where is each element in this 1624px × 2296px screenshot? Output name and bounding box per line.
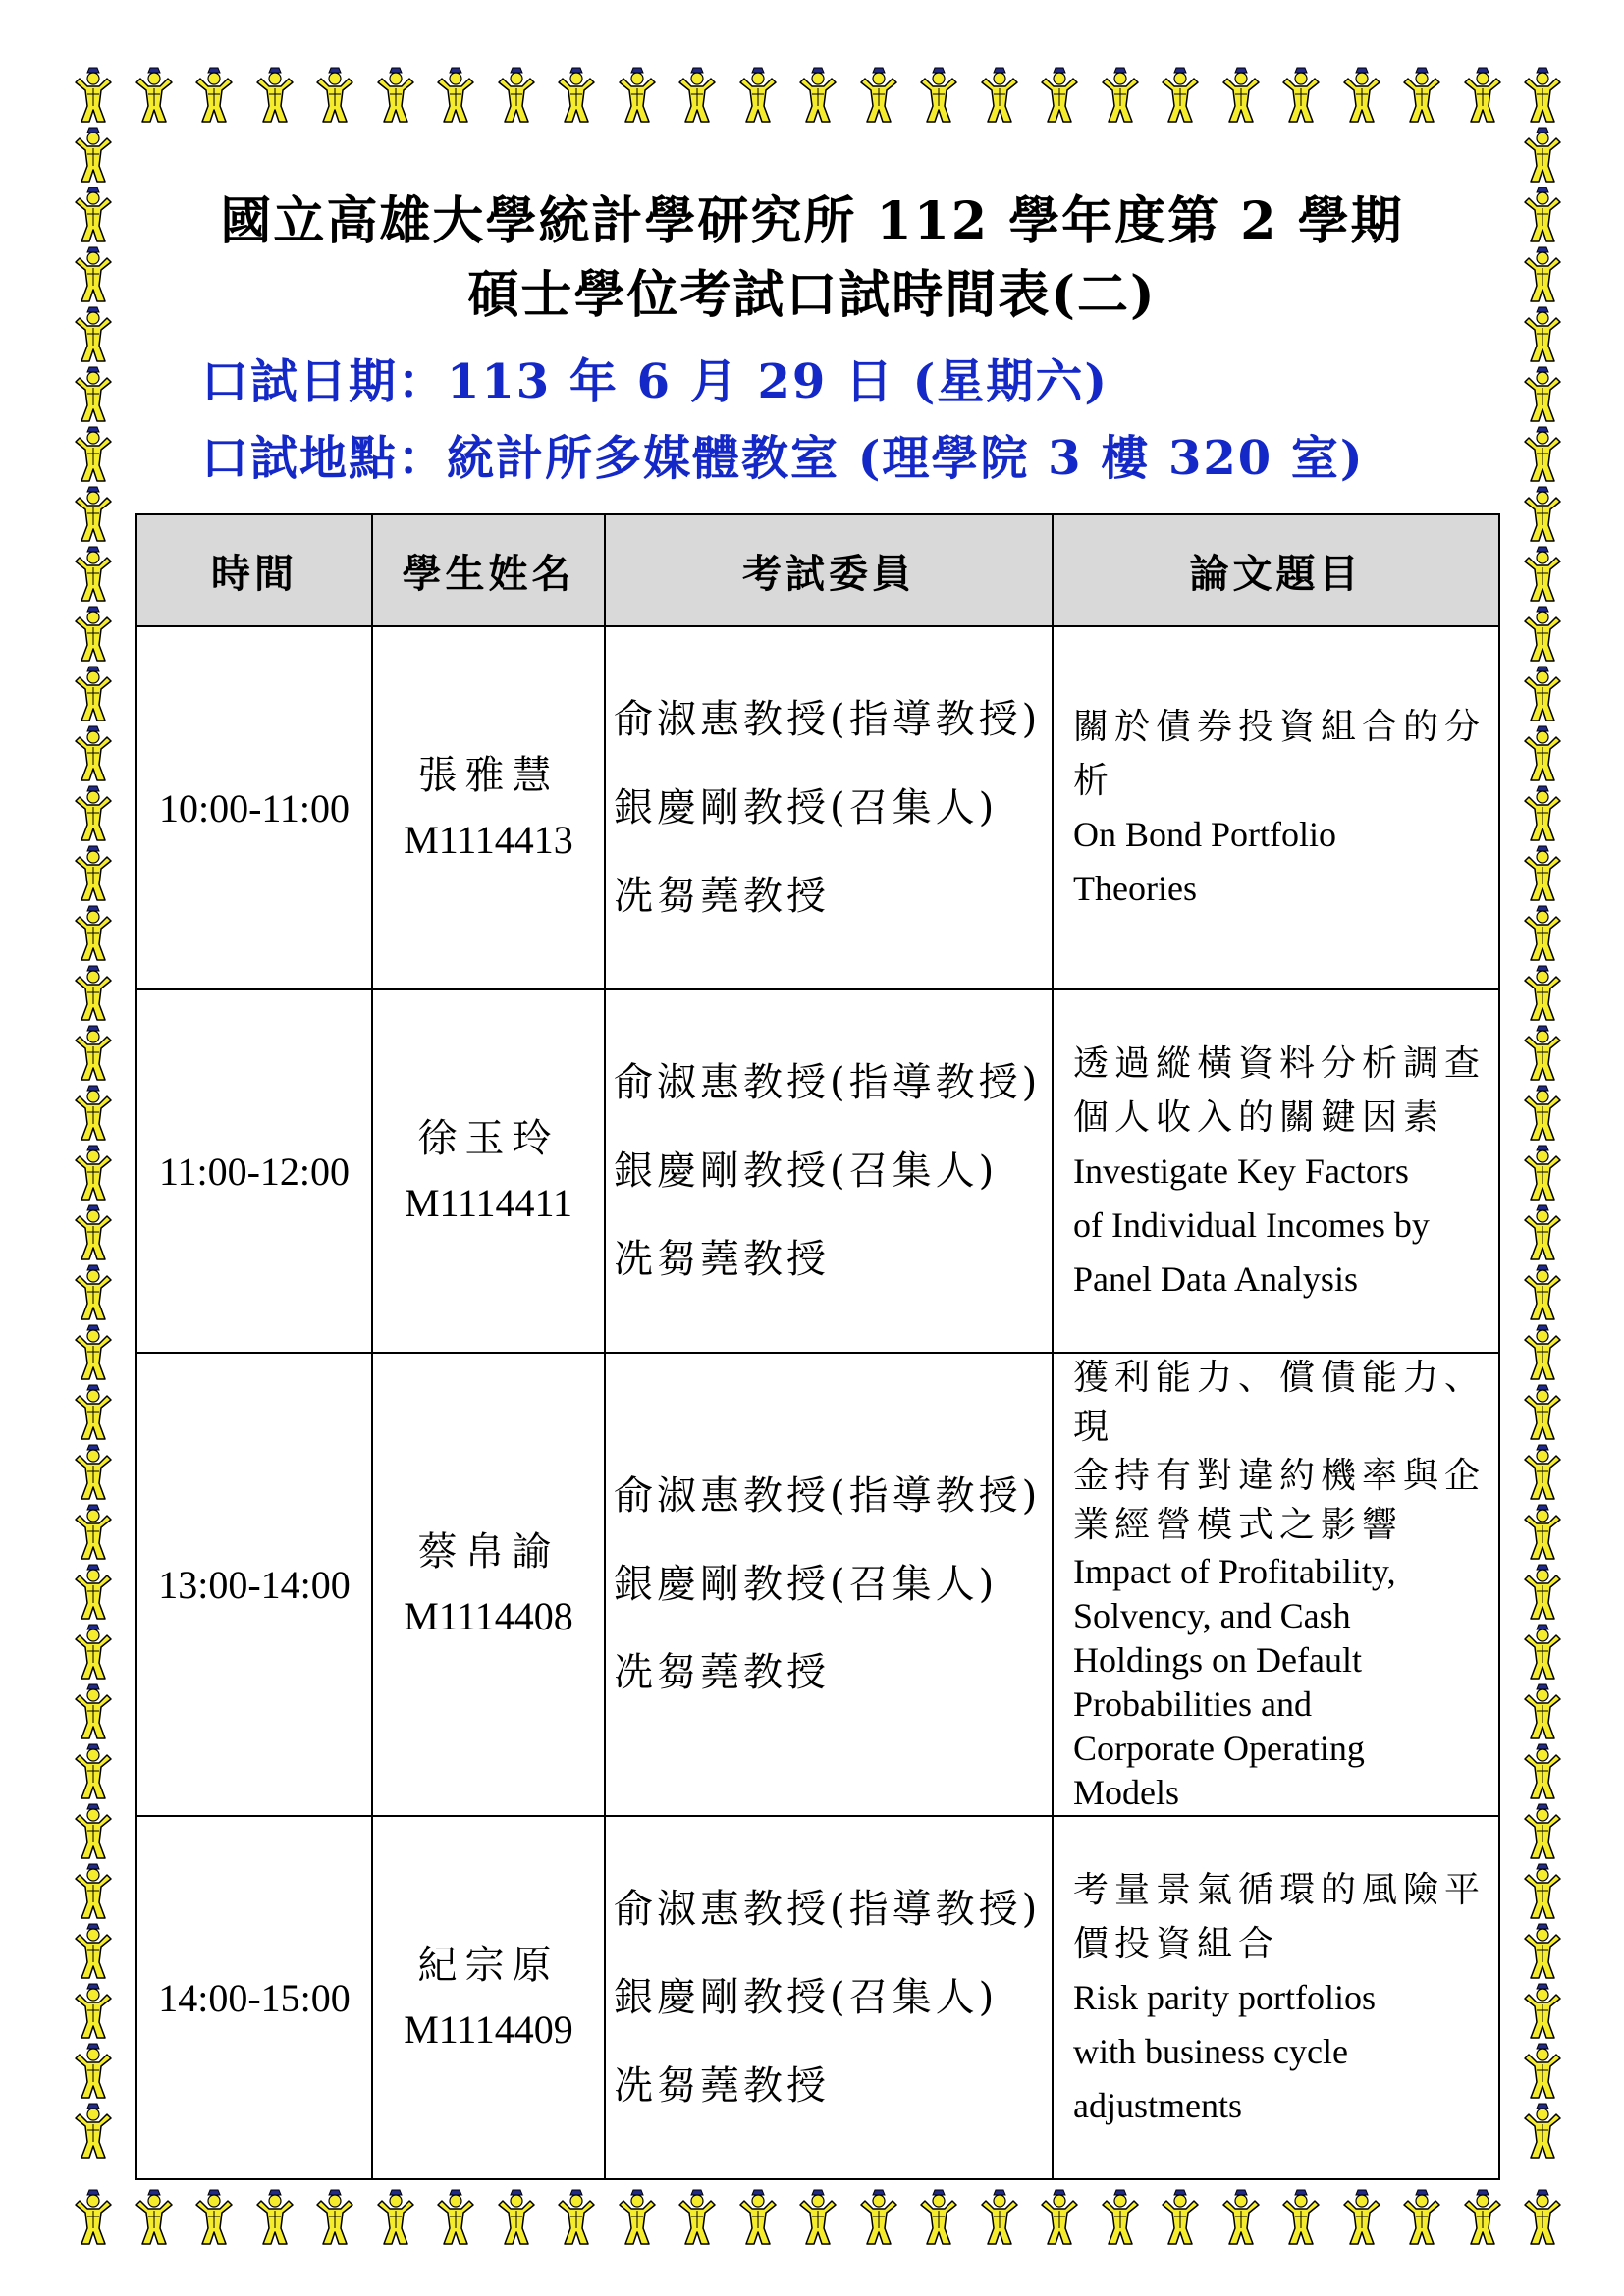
figure-icon: [253, 67, 297, 124]
student-name: 張雅慧: [417, 753, 560, 798]
figure-icon: [72, 546, 115, 603]
thesis-title-en: On Bond Portfolio: [1073, 815, 1337, 854]
figure-icon: [1521, 486, 1564, 543]
figure-icon: [1521, 965, 1564, 1022]
figure-icon: [72, 1923, 115, 1980]
committee-member: 銀慶剛教授(召集人): [614, 1562, 999, 1607]
committee-member: 銀慶剛教授(召集人): [614, 1148, 999, 1194]
exam-location: 口試地點：統計所多媒體教室 (理學院 3 樓 320 室): [201, 431, 1365, 486]
figure-icon: [1521, 1983, 1564, 2040]
figure-icon: [616, 2189, 659, 2246]
figure-icon: [676, 2189, 719, 2246]
committee-member: 銀慶剛教授(召集人): [614, 1975, 999, 2020]
exam-schedule-table: [135, 513, 1500, 2180]
figure-icon: [1521, 1624, 1564, 1681]
figure-icon: [1521, 606, 1564, 663]
figure-icon: [1521, 905, 1564, 962]
figure-icon: [1521, 1145, 1564, 1201]
figure-icon: [133, 67, 176, 124]
committee-member: 俞淑惠教授(指導教授): [614, 1887, 1042, 1932]
figure-icon: [1521, 67, 1564, 124]
thesis-title-en: Corporate Operating: [1073, 1729, 1365, 1768]
figure-icon: [374, 67, 417, 124]
figure-icon: [1340, 2189, 1383, 2246]
figure-icon: [1521, 366, 1564, 423]
figure-icon: [1521, 666, 1564, 722]
thesis-title-zh: 金持有對違約機率與企: [1073, 1456, 1487, 1496]
figure-icon: [374, 2189, 417, 2246]
student-cell: [372, 626, 605, 989]
thesis-title-en: Models: [1073, 1773, 1179, 1812]
figure-icon: [72, 67, 115, 124]
table-row: [136, 989, 1499, 1353]
student-cell: [372, 1816, 605, 2179]
thesis-title-zh: 析: [1073, 761, 1115, 801]
committee-member: 銀慶剛教授(召集人): [614, 785, 999, 830]
table-row: [136, 1816, 1499, 2179]
committee-cell: [605, 626, 1053, 989]
figure-icon: [72, 1803, 115, 1860]
figure-icon: [1038, 67, 1081, 124]
figure-icon: [253, 2189, 297, 2246]
figure-icon: [72, 725, 115, 782]
figure-icon: [313, 2189, 356, 2246]
figure-icon: [616, 67, 659, 124]
page-title-line-2: 碩士學位考試口試時間表(二): [467, 265, 1157, 325]
figure-icon: [72, 1504, 115, 1561]
time-cell: 14:00-15:00: [136, 1816, 372, 2179]
figure-icon: [1521, 1085, 1564, 1142]
figure-icon: [1279, 2189, 1323, 2246]
header-thesis: 論文題目: [1053, 514, 1499, 626]
thesis-cell: [1053, 989, 1499, 1353]
figure-icon: [72, 1204, 115, 1261]
figure-icon: [1521, 2189, 1564, 2246]
table-row: [136, 1353, 1499, 1816]
figure-icon: [1521, 426, 1564, 483]
time-cell: 11:00-12:00: [136, 989, 372, 1353]
thesis-title-zh: 透過縱橫資料分析調查: [1073, 1042, 1487, 1084]
figure-icon: [1159, 67, 1202, 124]
thesis-title-zh: 業經營模式之影響: [1073, 1505, 1404, 1545]
figure-icon: [1521, 1384, 1564, 1441]
time-cell: 13:00-14:00: [136, 1353, 372, 1816]
thesis-title-en: Impact of Profitability,: [1073, 1552, 1396, 1591]
figure-icon: [1521, 845, 1564, 902]
figure-icon: [72, 1025, 115, 1082]
committee-member: 俞淑惠教授(指導教授): [614, 1473, 1042, 1519]
student-id: M1114408: [404, 1594, 573, 1638]
figure-icon: [1340, 67, 1383, 124]
figure-icon: [1521, 127, 1564, 184]
figure-icon: [72, 1444, 115, 1501]
figure-icon: [1521, 1564, 1564, 1621]
figure-icon: [72, 1085, 115, 1142]
figure-icon: [72, 1145, 115, 1201]
figure-icon: [72, 127, 115, 184]
figure-icon: [1521, 1683, 1564, 1740]
figure-icon: [1521, 2103, 1564, 2160]
thesis-cell: [1053, 1816, 1499, 2179]
figure-icon: [736, 67, 780, 124]
figure-icon: [1219, 2189, 1263, 2246]
figure-icon: [1521, 1923, 1564, 1980]
figure-icon: [72, 1384, 115, 1441]
figure-icon: [495, 67, 538, 124]
thesis-title-en: Theories: [1073, 869, 1197, 908]
time-cell: 10:00-11:00: [136, 626, 372, 989]
header-committee: 考試委員: [605, 514, 1053, 626]
table-header-row: [136, 514, 1499, 626]
figure-icon: [72, 845, 115, 902]
thesis-title-zh: 個人收入的關鍵因素: [1073, 1096, 1445, 1138]
figure-icon: [1521, 1324, 1564, 1381]
exam-date: 口試日期：113 年 6 月 29 日 (星期六): [201, 354, 1110, 409]
figure-icon: [72, 1324, 115, 1381]
figure-icon: [676, 67, 719, 124]
student-name: 徐玉玲: [417, 1116, 560, 1161]
thesis-title-en: Panel Data Analysis: [1073, 1258, 1358, 1299]
thesis-title-zh: 獲利能力、償債能力、現: [1073, 1358, 1487, 1447]
figure-icon: [917, 67, 960, 124]
figure-icon: [1521, 725, 1564, 782]
figure-icon: [796, 67, 839, 124]
thesis-title-zh: 價投資組合: [1073, 1923, 1280, 1964]
figure-icon: [72, 666, 115, 722]
figure-icon: [1219, 67, 1263, 124]
figure-icon: [72, 606, 115, 663]
figure-icon: [72, 905, 115, 962]
figure-icon: [313, 67, 356, 124]
figure-icon: [72, 486, 115, 543]
figure-icon: [133, 2189, 176, 2246]
figure-icon: [72, 1564, 115, 1621]
committee-member: 冼芻蕘教授: [614, 1237, 830, 1282]
thesis-title-zh: 關於債券投資組合的分: [1073, 707, 1487, 747]
figure-icon: [1099, 2189, 1142, 2246]
figure-icon: [192, 67, 236, 124]
figure-icon: [1521, 785, 1564, 842]
committee-member: 冼芻蕘教授: [614, 1650, 830, 1695]
student-cell: [372, 989, 605, 1353]
figure-icon: [1521, 1743, 1564, 1800]
header-time: 時間: [136, 514, 372, 626]
figure-icon: [796, 2189, 839, 2246]
figure-icon: [192, 2189, 236, 2246]
committee-cell: [605, 989, 1053, 1353]
figure-icon: [555, 67, 598, 124]
student-id: M1114411: [404, 1181, 573, 1225]
page-title-line-1: 國立高雄大學統計學研究所 112 學年度第 2 學期: [220, 191, 1404, 251]
figure-icon: [1461, 2189, 1504, 2246]
thesis-title-en: Probabilities and: [1073, 1684, 1312, 1724]
figure-icon: [1461, 67, 1504, 124]
figure-icon: [857, 67, 900, 124]
figure-icon: [72, 2103, 115, 2160]
figure-icon: [555, 2189, 598, 2246]
figure-icon: [434, 67, 477, 124]
header-student: 學生姓名: [372, 514, 605, 626]
figure-icon: [1521, 2043, 1564, 2100]
figure-icon: [72, 1863, 115, 1920]
committee-cell: [605, 1353, 1053, 1816]
figure-icon: [72, 785, 115, 842]
figure-icon: [72, 1743, 115, 1800]
figure-icon: [1279, 67, 1323, 124]
figure-icon: [1159, 2189, 1202, 2246]
figure-icon: [72, 366, 115, 423]
figure-icon: [72, 426, 115, 483]
thesis-title-en: adjustments: [1073, 2085, 1242, 2125]
figure-icon: [1400, 67, 1443, 124]
figure-icon: [1521, 1504, 1564, 1561]
student-id: M1114413: [404, 818, 573, 862]
figure-icon: [1521, 1025, 1564, 1082]
figure-icon: [495, 2189, 538, 2246]
figure-icon: [1521, 546, 1564, 603]
figure-icon: [978, 2189, 1021, 2246]
figure-icon: [72, 2189, 115, 2246]
figure-icon: [72, 2043, 115, 2100]
thesis-title-en: Risk parity portfolios: [1073, 1977, 1376, 2017]
figure-icon: [72, 1983, 115, 2040]
figure-icon: [1521, 1863, 1564, 1920]
figure-icon: [434, 2189, 477, 2246]
figure-icon: [1521, 1264, 1564, 1321]
figure-icon: [72, 1683, 115, 1740]
figure-icon: [72, 1624, 115, 1681]
figure-icon: [1521, 1803, 1564, 1860]
student-cell: [372, 1353, 605, 1816]
figure-icon: [1400, 2189, 1443, 2246]
figure-icon: [1521, 1444, 1564, 1501]
thesis-title-en: Investigate Key Factors: [1073, 1150, 1409, 1191]
figure-icon: [978, 67, 1021, 124]
committee-cell: [605, 1816, 1053, 2179]
figure-icon: [736, 2189, 780, 2246]
committee-member: 俞淑惠教授(指導教授): [614, 697, 1042, 742]
thesis-title-en: with business cycle: [1073, 2031, 1348, 2071]
figure-icon: [1099, 67, 1142, 124]
figure-icon: [1521, 1204, 1564, 1261]
thesis-cell: [1053, 1353, 1499, 1816]
table-row: [136, 626, 1499, 989]
figure-icon: [1038, 2189, 1081, 2246]
thesis-title-en: of Individual Incomes by: [1073, 1204, 1430, 1245]
thesis-cell: [1053, 626, 1499, 989]
figure-icon: [857, 2189, 900, 2246]
figure-icon: [917, 2189, 960, 2246]
figure-icon: [72, 1264, 115, 1321]
committee-member: 冼芻蕘教授: [614, 2063, 830, 2109]
figure-icon: [72, 965, 115, 1022]
student-name: 紀宗原: [417, 1943, 560, 1988]
student-id: M1114409: [404, 2007, 573, 2052]
committee-member: 冼芻蕘教授: [614, 874, 830, 919]
thesis-title-en: Solvency, and Cash: [1073, 1596, 1351, 1635]
committee-member: 俞淑惠教授(指導教授): [614, 1060, 1042, 1105]
student-name: 蔡帛諭: [417, 1529, 560, 1575]
thesis-title-en: Holdings on Default: [1073, 1640, 1362, 1680]
thesis-title-zh: 考量景氣循環的風險平: [1073, 1869, 1487, 1910]
